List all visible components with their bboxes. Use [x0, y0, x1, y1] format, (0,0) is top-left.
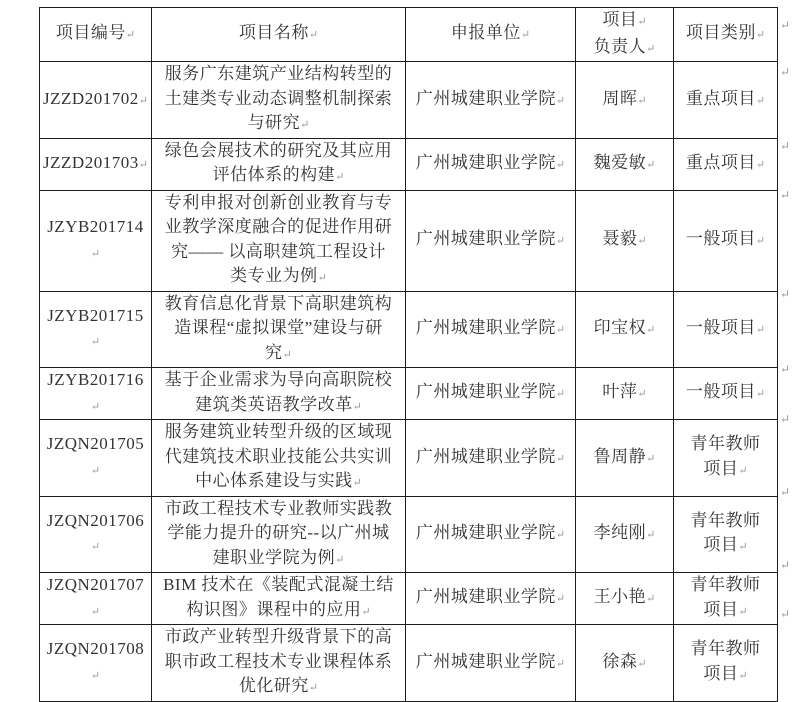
paragraph-mark: ↵ [646, 452, 656, 465]
table-row [40, 420, 778, 497]
paragraph-mark: ↵ [90, 336, 101, 349]
cell-col-2: 服务建筑业转型升级的区域现 代建筑技术职业技能公共实训 中心体系建设与实践↵ [152, 420, 406, 497]
paragraph-mark: ↵ [335, 171, 345, 183]
paragraph-mark: ↵ [738, 669, 748, 682]
end-of-row-mark: ↵ [780, 362, 791, 376]
paragraph-mark: ↵ [308, 682, 319, 694]
cell-col-4: 徐森↵ [576, 625, 674, 702]
cell-col-5: 青年教师 项目↵ [674, 420, 778, 497]
cell-col-4: 聂毅↵ [576, 190, 674, 291]
cell-col-4: 叶萍↵ [576, 368, 674, 420]
table-row [40, 368, 778, 420]
cell-col-2: 绿色会展技术的研究及其应用 评估体系的构建↵ [152, 138, 406, 190]
cell-col-2: 基于企业需求为导向高职院校 建筑类英语教学改革↵ [152, 368, 406, 420]
table-row [40, 190, 778, 291]
header-row [40, 8, 778, 62]
column-header-5: 项目类别↵ [674, 8, 778, 62]
paragraph-mark: ↵ [637, 235, 647, 248]
cell-col-4: 王小艳↵ [576, 573, 674, 625]
cell-col-3: 广州城建职业学院↵ [406, 625, 576, 702]
cell-col-5: 青年教师 项目↵ [674, 625, 778, 702]
cell-col-5: 一般项目↵ [674, 190, 778, 291]
cell-col-4: 鲁周静↵ [576, 420, 674, 497]
paragraph-mark: ↵ [637, 16, 647, 28]
paragraph-mark: ↵ [352, 477, 362, 489]
cell-col-1: JZZD201702↵ [40, 62, 152, 139]
paragraph-mark: ↵ [308, 29, 319, 42]
cell-col-4: 李纯刚↵ [576, 496, 674, 573]
paragraph-mark: ↵ [555, 593, 566, 606]
paragraph-mark: ↵ [282, 348, 292, 361]
paragraph-mark: ↵ [637, 388, 647, 401]
end-of-row-mark: ↵ [780, 188, 791, 202]
paragraph-mark: ↵ [646, 158, 656, 171]
table-row [40, 291, 778, 368]
paragraph-mark: ↵ [646, 42, 656, 55]
paragraph-mark: ↵ [637, 657, 647, 670]
table-row [40, 625, 778, 702]
cell-col-3: 广州城建职业学院↵ [406, 573, 576, 625]
cell-col-5: 一般项目↵ [674, 368, 778, 420]
cell-col-1: JZQN201707↵ [40, 573, 152, 625]
paragraph-mark: ↵ [90, 400, 101, 413]
cell-col-5: 一般项目↵ [674, 291, 778, 368]
paragraph-mark: ↵ [755, 235, 766, 248]
cell-col-1: JZQN201705↵ [40, 420, 152, 497]
paragraph-mark: ↵ [317, 272, 327, 284]
table-row [40, 496, 778, 573]
paragraph-mark: ↵ [646, 529, 656, 541]
end-of-row-mark: ↵ [780, 558, 791, 572]
paragraph-mark: ↵ [555, 158, 566, 171]
paragraph-mark: ↵ [755, 324, 766, 336]
paragraph-mark: ↵ [738, 605, 748, 618]
end-of-row-mark: ↵ [780, 65, 791, 79]
end-of-row-mark: ↵ [780, 607, 791, 621]
paragraph-mark: ↵ [738, 464, 748, 477]
paragraph-mark: ↵ [361, 605, 371, 618]
cell-col-3: 广州城建职业学院↵ [406, 62, 576, 139]
paragraph-mark: ↵ [637, 94, 647, 107]
paragraph-mark: ↵ [555, 94, 566, 107]
cell-col-5: 重点项目↵ [674, 138, 778, 190]
paragraph-mark: ↵ [555, 235, 566, 248]
paragraph-mark: ↵ [755, 29, 766, 42]
paragraph-mark: ↵ [90, 605, 101, 618]
paragraph-mark: ↵ [352, 400, 362, 413]
paragraph-mark: ↵ [555, 324, 566, 336]
paragraph-mark: ↵ [335, 553, 345, 566]
paragraph-mark: ↵ [555, 388, 566, 401]
paragraph-mark: ↵ [520, 29, 531, 42]
column-header-2: 项目名称↵ [152, 8, 406, 62]
end-of-row-mark: ↵ [780, 412, 791, 426]
table-row [40, 138, 778, 190]
paragraph-mark: ↵ [90, 464, 101, 477]
cell-col-3: 广州城建职业学院↵ [406, 420, 576, 497]
table-row [40, 62, 778, 139]
paragraph-mark: ↵ [738, 541, 748, 554]
cell-col-3: 广州城建职业学院↵ [406, 496, 576, 573]
end-of-row-mark: ↵ [780, 287, 791, 301]
cell-col-4: 魏爱敏↵ [576, 138, 674, 190]
cell-col-2: 教育信息化背景下高职建筑构 造课程“虚拟课堂”建设与研 究↵ [152, 291, 406, 368]
column-header-3: 申报单位↵ [406, 8, 576, 62]
cell-col-2: BIM 技术在《装配式混凝土结 构识图》课程中的应用↵ [152, 573, 406, 625]
paragraph-mark: ↵ [90, 247, 101, 260]
paragraph-mark: ↵ [138, 94, 148, 107]
cell-col-5: 重点项目↵ [674, 62, 778, 139]
column-header-1: 项目编号↵ [40, 8, 152, 62]
cell-col-1: JZQN201708↵ [40, 625, 152, 702]
cell-col-1: JZYB201716↵ [40, 368, 152, 420]
paragraph-mark: ↵ [555, 452, 566, 465]
paragraph-mark: ↵ [755, 94, 766, 107]
cell-col-3: 广州城建职业学院↵ [406, 138, 576, 190]
end-of-row-mark: ↵ [780, 485, 791, 499]
cell-col-1: JZZD201703↵ [40, 138, 152, 190]
cell-col-3: 广州城建职业学院↵ [406, 190, 576, 291]
paragraph-mark: ↵ [90, 541, 101, 554]
paragraph-mark: ↵ [125, 29, 136, 42]
projects-table [39, 7, 778, 702]
paragraph-mark: ↵ [555, 529, 566, 541]
end-of-row-mark: ↵ [780, 139, 791, 153]
cell-col-2: 市政产业转型升级背景下的高 职市政工程技术专业课程体系 优化研究↵ [152, 625, 406, 702]
paragraph-mark: ↵ [646, 324, 656, 336]
paragraph-mark: ↵ [646, 593, 656, 606]
cell-col-2: 服务广东建筑产业结构转型的 土建类专业动态调整机制探索 与研究↵ [152, 62, 406, 139]
cell-col-5: 青年教师 项目↵ [674, 496, 778, 573]
column-header-4: 项目↵ 负责人↵ [576, 8, 674, 62]
cell-col-2: 专利申报对创新创业教育与专 业教学深度融合的促进作用研 究—— 以高职建筑工程设计 类专业为例↵ [152, 190, 406, 291]
cell-col-1: JZYB201715↵ [40, 291, 152, 368]
cell-col-5: 青年教师 项目↵ [674, 573, 778, 625]
paragraph-mark: ↵ [300, 119, 310, 131]
cell-col-1: JZQN201706↵ [40, 496, 152, 573]
end-of-row-mark: ↵ [780, 18, 791, 32]
paragraph-mark: ↵ [755, 388, 766, 401]
paragraph-mark: ↵ [555, 657, 566, 670]
cell-col-3: 广州城建职业学院↵ [406, 291, 576, 368]
cell-col-4: 印宝权↵ [576, 291, 674, 368]
table-row [40, 573, 778, 625]
paragraph-mark: ↵ [138, 158, 148, 171]
cell-col-4: 周晖↵ [576, 62, 674, 139]
cell-col-1: JZYB201714↵ [40, 190, 152, 291]
paragraph-mark: ↵ [755, 158, 766, 171]
cell-col-2: 市政工程技术专业教师实践教 学能力提升的研究--以广州城 建职业学院为例↵ [152, 496, 406, 573]
cell-col-3: 广州城建职业学院↵ [406, 368, 576, 420]
paragraph-mark: ↵ [90, 669, 101, 682]
